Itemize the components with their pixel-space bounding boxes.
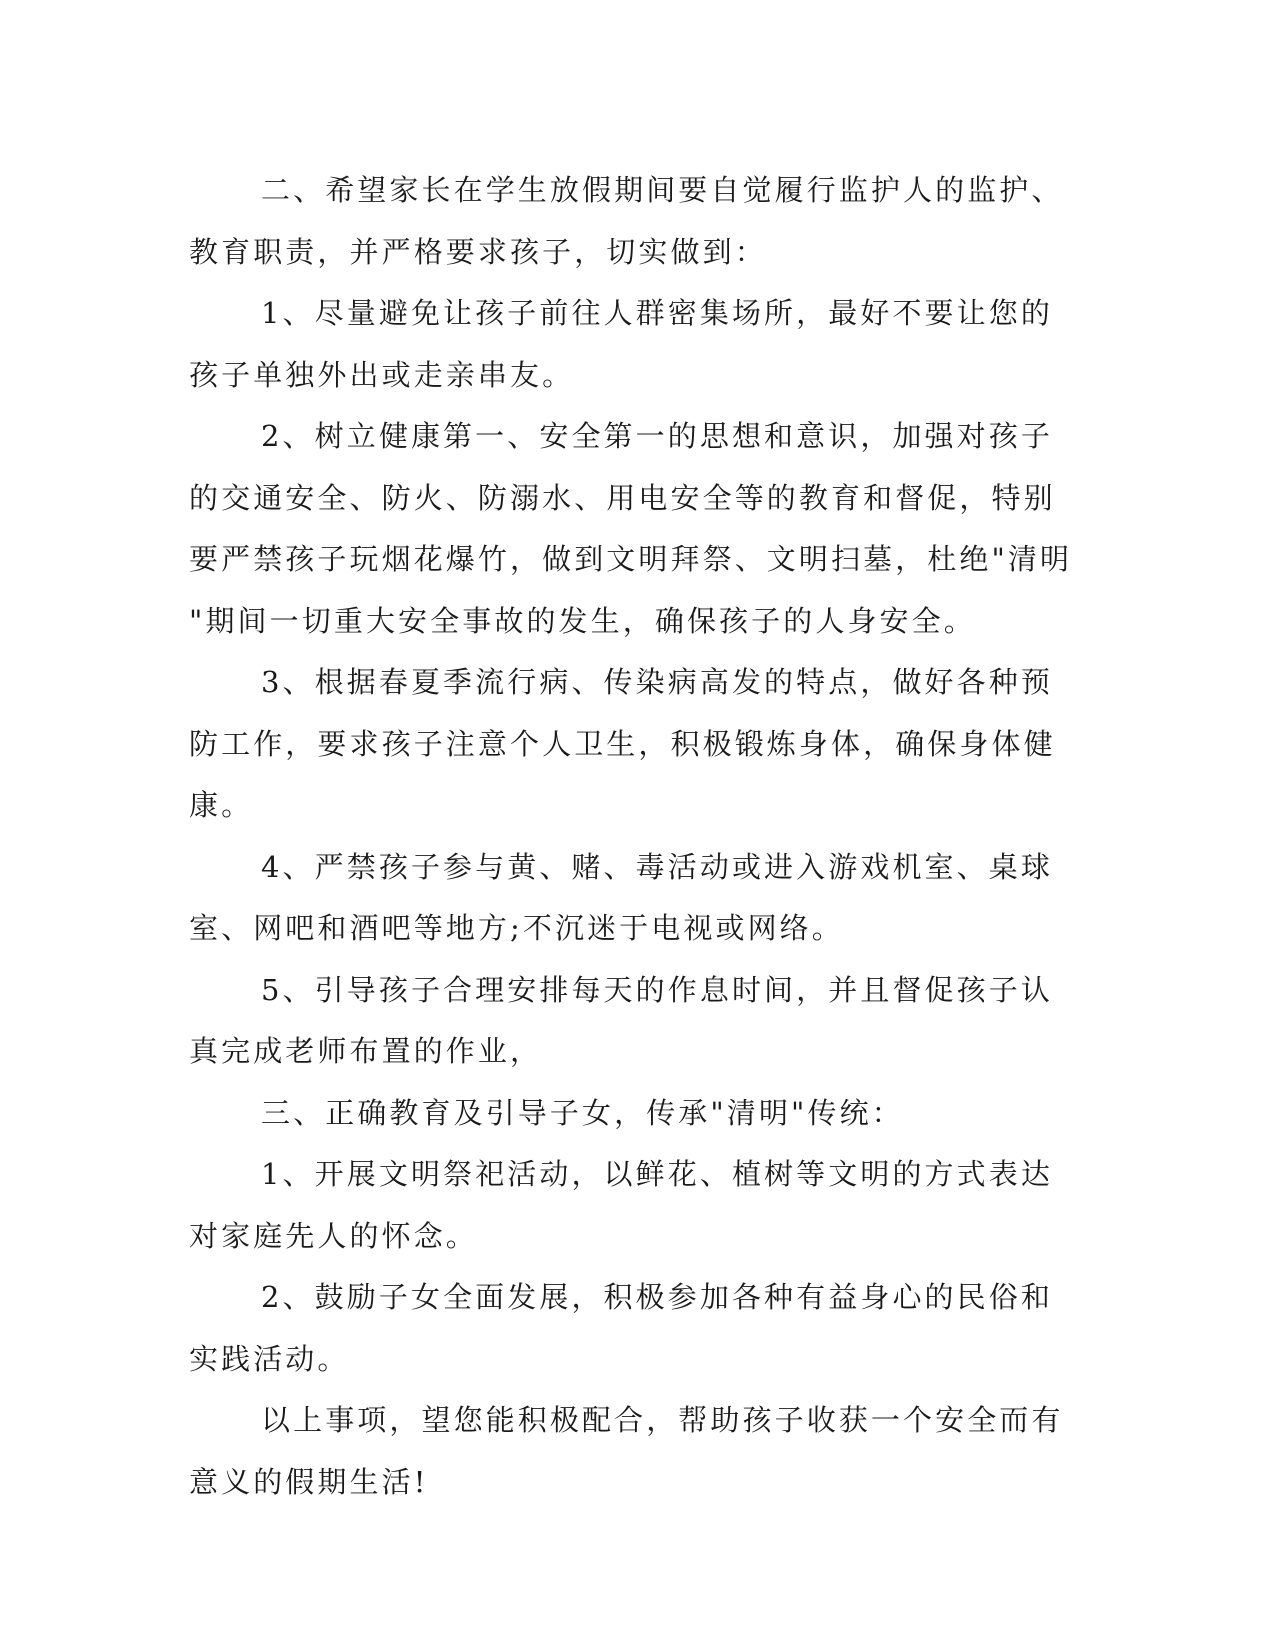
paragraph-item-4-prohibitions: 4、严禁孩子参与黄、赌、毒活动或进入游戏机室、桌球室、网吧和酒吧等地方;不沉迷于电视或网络。 [189,849,1053,945]
paragraph-section-two-heading: 二、希望家长在学生放假期间要自觉履行监护人的监护、教育职责，并严格要求孩子，切实做到： [189,173,1064,269]
paragraph-item-3-health: 3、根据春夏季流行病、传染病高发的特点，做好各种预防工作，要求孩子注意个人卫生，积极锻炼身体，确保身体健康。 [189,665,1056,822]
paragraph-section-three-item-1: 1、开展文明祭祀活动，以鲜花、植树等文明的方式表达对家庭先人的怀念。 [189,1157,1053,1253]
paragraph-section-three-heading: 三、正确教育及引导子女，传承"清明"传统： [261,1095,904,1130]
paragraph-item-1-crowds: 1、尽量避免让孩子前往人群密集场所，最好不要让您的孩子单独外出或走亲串友。 [189,296,1053,392]
paragraph-item-5-schedule: 5、引导孩子合理安排每天的作息时间，并且督促孩子认真完成老师布置的作业， [189,972,1053,1068]
paragraph-closing: 以上事项，望您能积极配合，帮助孩子收获一个安全而有意义的假期生活! [189,1403,1064,1499]
paragraph-section-three-item-2: 2、鼓励子女全面发展，积极参加各种有益身心的民俗和实践活动。 [189,1280,1053,1376]
paragraph-item-2-safety: 2、树立健康第一、安全第一的思想和意识，加强对孩子的交通安全、防火、防溺水、用电安全等的教育和督促，特别要严禁孩子玩烟花爆竹，做到文明拜祭、文明扫墓，杜绝"清明"期间一切重大安全事故的发生，确保孩子的人身安全。 [189,419,1073,638]
document-body [189,160,1085,1513]
